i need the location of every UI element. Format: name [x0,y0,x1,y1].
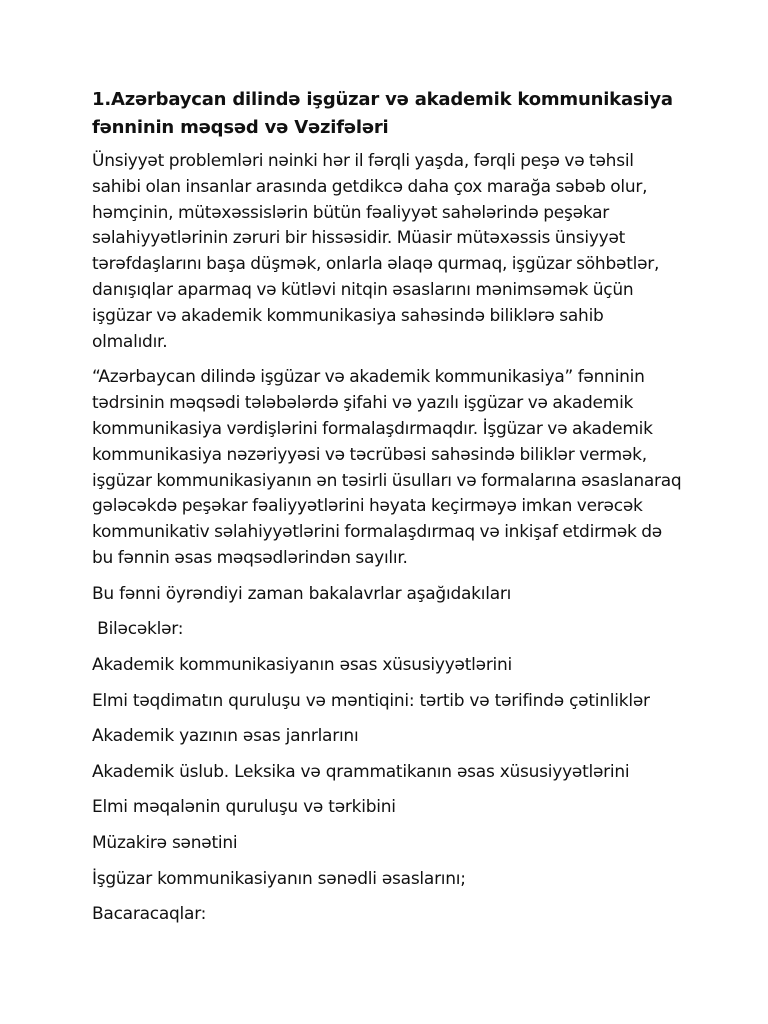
list-item: İşgüzar kommunikasiyanın sənədli əsaslarını; [92,868,466,889]
list-intro-line: Bu fənni öyrəndiyi zaman bakalavrlar aşağıdakıları [92,583,512,604]
document-body [92,86,682,938]
purpose-paragraph: “Azərbaycan dilində işgüzar və akademik kommunikasiya” fənninin tədrsinin məqsədi tələbələrdə şifahi və yazılı işgüzar və akademik kommunikasiya vərdişlərini formalaşdırmaqdır. İşgüzar və akademik kommunikasiya nəzəriyyəsi və təcrübəsi sahəsində biliklər vermək, işgüzar kommunikasiyanın ən təsirli üsulları və formalarına əsaslanaraq gələcəkdə peşəkar fəaliyyətlərini həyata keçirməyə imkan verəcək kommunikativ səlahiyyətlərini formalaşdırmaq və inkişaf etdirmək də bu fənnin əsas məqsədlərindən sayılır. [92,367,682,568]
list-item: Akademik üslub. Leksika və qrammatikanın əsas xüsusiyyətlərini [92,761,630,782]
list-item: Akademik kommunikasiyanın əsas xüsusiyyətlərini [92,654,513,675]
section-heading-will-know: Biləcəklər: [92,619,184,640]
list-item: Elmi təqdimatın quruluşu və məntiqini: tərtib və tərifində çətinliklər [92,690,650,711]
list-item: Müzakirə sənətini [92,832,238,853]
list-item: Akademik yazının əsas janrlarını [92,726,359,747]
section-heading-skills: Bacaracaqlar: [92,904,207,925]
intro-paragraph: Ünsiyyət problemləri nəinki hər il fərqli yaşda, fərqli peşə və təhsil sahibi olan insanlar arasında getdikcə daha çox marağa səbəb olur, həmçinin, mütəxəssislərin bütün fəaliyyət sahələrində peşəkar səlahiyyətlərinin zəruri bir hissəsidir. Müasir mütəxəssis ünsiyyət tərəfdaşlarını başa düşmək, onlarla əlaqə qurmaq, işgüzar söhbətlər, danışıqlar aparmaq və kütləvi nitqin əsaslarını mənimsəmək üçün işgüzar və akademik kommunikasiya sahəsində biliklərə sahib olmalıdır. [92,151,660,352]
list-item: Elmi məqalənin quruluşu və tərkibini [92,797,396,818]
document-title: 1.Azərbaycan dilində işgüzar və akademik kommunikasiya fənninin məqsəd və Vəzifələri [92,89,673,138]
